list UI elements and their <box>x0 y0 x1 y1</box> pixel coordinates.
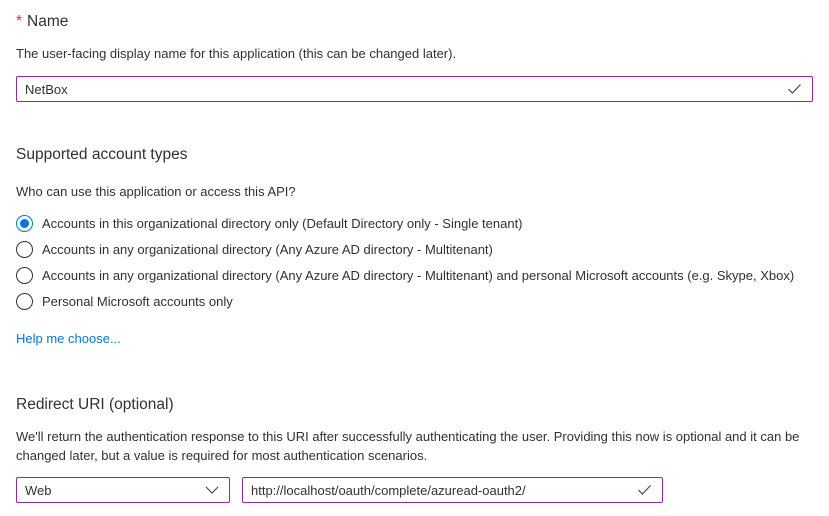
redirect-uri-input[interactable] <box>243 478 637 502</box>
account-types-question: Who can use this application or access this API? <box>16 184 296 199</box>
help-me-choose-link[interactable]: Help me choose... <box>16 331 121 346</box>
name-input[interactable] <box>17 77 787 101</box>
radio-unselected-icon[interactable] <box>16 293 33 310</box>
platform-select-value: Web <box>25 482 52 498</box>
account-types-title: Supported account types <box>16 146 188 163</box>
radio-option-label: Accounts in any organizational directory (Any Azure AD directory - Multitenant) and personal Microsoft accounts (e.g. Skype, Xbox) <box>42 267 795 283</box>
platform-select[interactable] <box>16 477 230 503</box>
name-description: The user-facing display name for this application (this can be changed later). <box>16 46 457 61</box>
redirect-uri-input-container <box>242 477 663 503</box>
checkmark-icon <box>787 83 802 95</box>
radio-unselected-icon[interactable] <box>16 241 33 258</box>
radio-option-multitenant-personal[interactable] <box>16 262 813 288</box>
radio-option-label: Personal Microsoft accounts only <box>42 293 233 309</box>
redirect-uri-title: Redirect URI (optional) <box>16 396 174 413</box>
radio-selected-icon[interactable] <box>16 215 33 232</box>
required-asterisk: * <box>16 13 23 30</box>
radio-unselected-icon[interactable] <box>16 267 33 284</box>
radio-option-multitenant[interactable] <box>16 236 813 262</box>
redirect-uri-row <box>16 477 813 503</box>
radio-option-single-tenant[interactable] <box>16 210 813 236</box>
radio-option-personal-only[interactable] <box>16 288 813 314</box>
redirect-uri-description: We'll return the authentication response to this URI after successfully authenticating the user. Providing this now is optional and it can be changed later, but a value is required for most authentication scenarios. <box>16 429 800 463</box>
account-types-radio-group <box>16 210 813 314</box>
name-input-container <box>16 76 813 102</box>
checkmark-icon <box>637 484 652 496</box>
radio-option-label: Accounts in this organizational directory only (Default Directory only - Single tenant) <box>42 215 523 231</box>
name-section-title <box>16 12 813 32</box>
radio-option-label: Accounts in any organizational directory (Any Azure AD directory - Multitenant) <box>42 241 493 257</box>
chevron-down-icon <box>205 486 219 494</box>
name-title-text: Name <box>27 13 69 30</box>
